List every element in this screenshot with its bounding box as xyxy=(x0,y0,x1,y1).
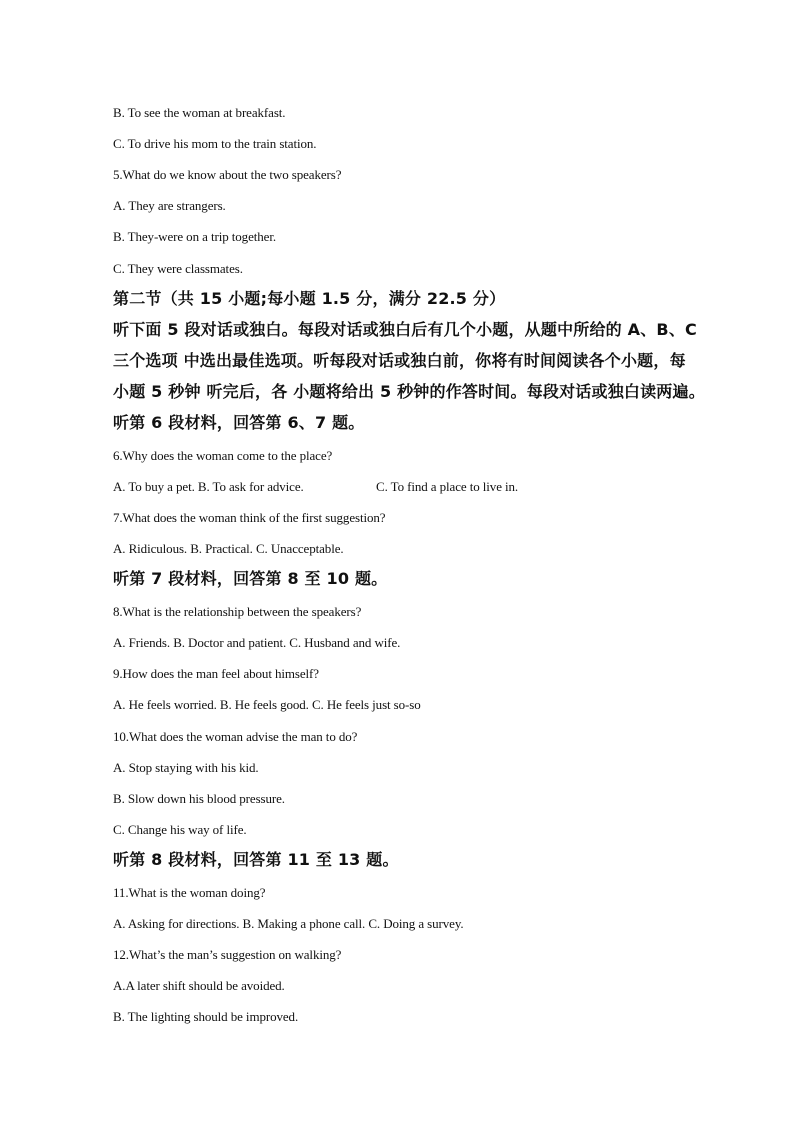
options-7: A. Ridiculous. B. Practical. C. Unacceptable. xyxy=(113,541,344,556)
option-4c: C. To drive his mom to the train station. xyxy=(113,136,317,151)
question-7: 7.What does the woman think of the first suggestion? xyxy=(113,510,386,525)
question-5: 5.What do we know about the two speakers? xyxy=(113,167,342,182)
instruction-line-2: 三个选项 中选出最佳选项。听每段对话或独白前，你将有时间阅读各个小题，每 xyxy=(113,351,686,370)
option-5b: B. They-were on a trip together. xyxy=(113,229,276,244)
option-5c: C. They were classmates. xyxy=(113,261,243,276)
question-11: 11.What is the woman doing? xyxy=(113,885,266,900)
question-9: 9.How does the man feel about himself? xyxy=(113,666,319,681)
instruction-line-1: 听下面 5 段对话或独白。每段对话或独白后有几个小题，从题中所给的 A、B、C xyxy=(113,320,697,339)
material-8-heading: 听第 8 段材料，回答第 11 至 13 题。 xyxy=(113,850,399,869)
option-12a: A.A later shift should be avoided. xyxy=(113,978,285,993)
question-8: 8.What is the relationship between the speakers? xyxy=(113,604,362,619)
option-10c: C. Change his way of life. xyxy=(113,822,247,837)
options-6-c: C. To find a place to live in. xyxy=(376,479,519,494)
question-6: 6.Why does the woman come to the place? xyxy=(113,448,333,463)
option-10a: A. Stop staying with his kid. xyxy=(113,760,259,775)
material-7-heading: 听第 7 段材料，回答第 8 至 10 题。 xyxy=(113,569,388,588)
question-10: 10.What does the woman advise the man to do? xyxy=(113,729,358,744)
section-heading: 第二节（共 15 小题;每小题 1.5 分，满分 22.5 分） xyxy=(113,289,506,308)
option-5a: A. They are strangers. xyxy=(113,198,226,213)
options-9: A. He feels worried. B. He feels good. C. He feels just so-so xyxy=(113,697,421,712)
option-4b: B. To see the woman at breakfast. xyxy=(113,105,286,120)
options-6 xyxy=(113,480,673,493)
instruction-line-3: 小题 5 秒钟 听完后，各 小题将给出 5 秒钟的作答时间。每段对话或独白读两遍。 xyxy=(113,382,705,401)
material-6-heading: 听第 6 段材料，回答第 6、7 题。 xyxy=(113,413,365,432)
option-12b: B. The lighting should be improved. xyxy=(113,1009,299,1024)
options-6-ab: A. To buy a pet. B. To ask for advice. xyxy=(113,479,304,494)
options-8: A. Friends. B. Doctor and patient. C. Husband and wife. xyxy=(113,635,401,650)
options-11: A. Asking for directions. B. Making a phone call. C. Doing a survey. xyxy=(113,916,464,931)
question-12: 12.What’s the man’s suggestion on walking? xyxy=(113,947,342,962)
option-10b: B. Slow down his blood pressure. xyxy=(113,791,285,806)
